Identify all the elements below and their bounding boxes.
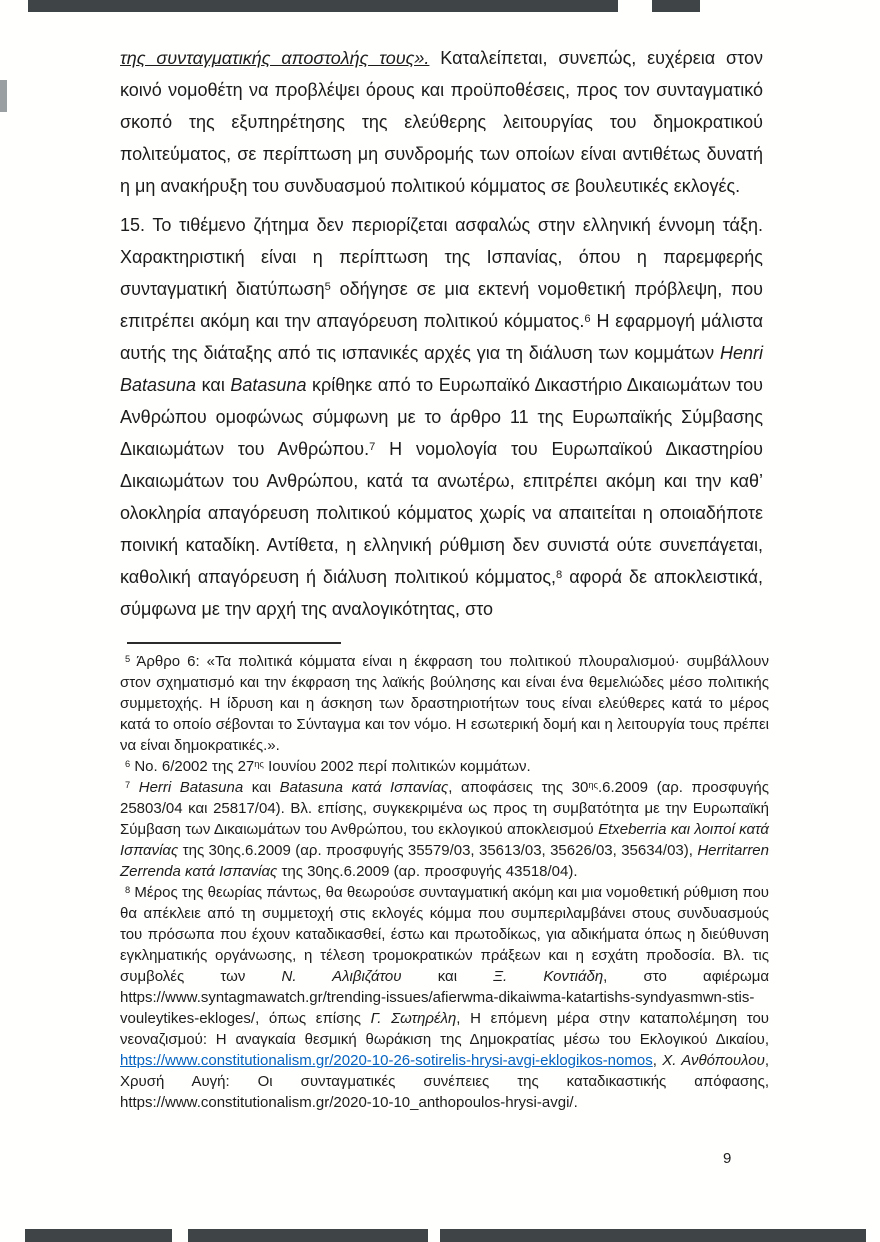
- footnote-separator: [127, 642, 341, 644]
- page-number: 9: [723, 1150, 732, 1167]
- text-run: Η νομολογία του Ευρωπαϊκού Δικαστηρίου Δικαιωμάτων του Ανθρώπου, κατά τα ανωτέρω, επιτρέπει ακόμη και την καθ’ ολοκληρία απαγόρευση πολιτικού κόμματος χωρίς να απαιτείται η οποιαδήποτε ποινική καταδίκη. Αντίθετα, η ελληνική ρύθμιση δεν συνιστά ούτε συνεπάγεται, καθολική απαγόρευση ή διάλυση πολιτικού κόμματος,: [120, 439, 763, 587]
- text-run: Ιουνίου 2002 περί πολιτικών κομμάτων.: [263, 758, 531, 775]
- text-run: ης: [588, 779, 598, 790]
- body-text: [120, 42, 763, 625]
- footnote-marker: 5: [125, 653, 131, 664]
- text-run: αφορά δε αποκλειστικά, σύμφωνα με την αρχή της αναλογικότητας, στο: [120, 567, 764, 619]
- text-run: Ν. Αλιβιζάτου: [281, 968, 402, 985]
- text-run: 8: [556, 568, 563, 581]
- text-run: Batasuna κατά Ισπανίας: [279, 779, 449, 796]
- text-run: Γ. Σωτηρέλη: [370, 1010, 457, 1027]
- text-run: Ξ. Κοντιάδη: [493, 968, 604, 985]
- body-paragraph: [120, 42, 763, 202]
- text-run: Καταλείπεται, συνεπώς, ευχέρεια στον κοινό νομοθέτη να προβλέψει όρους και προϋποθέσεις, προς τον συνταγματικό σκοπό της εξυπηρέτησης της ελεύθερης λειτουργίας του δημοκρατικού πολιτεύματος, σε περίπτωση μη συνδρομής των οποίων είναι αντιθέτως δυνατή η μη ανακήρυξη του συνδυασμού πολιτικού κόμματος σε βουλευτικές εκλογές.: [120, 48, 764, 196]
- text-run: Νο. 6/2002 της 27: [134, 758, 255, 775]
- text-run: και: [243, 779, 280, 796]
- text-run: 5: [324, 280, 331, 293]
- text-run: και: [401, 968, 494, 985]
- text-run: Μέρος της θεωρίας πάντως, θα θεωρούσε συνταγματική ακόμη και μια νομοθετική ρύθμιση που θα απέκλειε από τη συμμετοχή στις εκλογές κόμμα που συμπεριλαμβάνει στους συνδυασμούς του πρόσωπα που έχουν καταδικασθεί, έστω και πρωτοδίκως, για αδικήματα όπως η διεύθυνση εγκληματικής οργάνωσης, η τέλεση τρομοκρατικών πράξεων και η εσχάτη προδοσία. Βλ. τις συμβολές των: [120, 884, 769, 985]
- text-run: , αποφάσεις της 30: [448, 779, 589, 796]
- text-run: Herritarren Zerrenda κατά Ισπανίας: [120, 842, 769, 880]
- footnote: [120, 651, 769, 756]
- text-run: Henri Batasuna: [120, 343, 763, 395]
- scan-artifact-top-left: [28, 0, 618, 12]
- footnote: [120, 756, 769, 777]
- text-run: της συνταγματικής αποστολής τους».: [120, 48, 430, 68]
- footnote: [120, 882, 769, 1113]
- scan-artifact-top-right: [652, 0, 700, 12]
- footnote: [120, 777, 769, 882]
- text-run: Herri Batasuna: [138, 779, 244, 796]
- footnote-marker: 6: [125, 758, 131, 769]
- text-run: Χ. Ανθόπουλου: [662, 1052, 765, 1069]
- text-run: κρίθηκε από το Ευρωπαϊκό Δικαστήριο Δικαιωμάτων του Ανθρώπου ομοφώνως σύμφωνη με το άρθρο 11 της Ευρωπαϊκής Σύμβασης Δικαιωμάτων του Ανθρώπου.: [120, 375, 764, 459]
- text-run: , Η επόμενη μέρα στην καταπολέμηση του νεοναζισμού: Η αναγκαία θεσμική θωράκιση της Δημοκρατίας μέσω του Εκλογικού Δικαίου,: [120, 1010, 769, 1048]
- text-run: Η εφαρμογή μάλιστα αυτής της διάταξης από τις ισπανικές αρχές για τη διάλυση των κομμάτων: [120, 311, 763, 363]
- footnote-marker: 8: [125, 884, 131, 895]
- scan-artifact-left-edge: [0, 80, 7, 112]
- text-run: , στο αφιέρωμα https://www.syntagmawatch.gr/trending-issues/afierwma-dikaiwma-katartishs-syndyasmwn-stis-vouleytikes-ekloges/, όπως επίσης: [120, 968, 770, 1027]
- text-run: Άρθρο 6: «Τα πολιτικά κόμματα είναι η έκφραση του πολιτικού πλουραλισμού· συμβάλλουν στον σχηματισμό και την έκφραση της λαϊκής βούλησης και είναι ένα θεμελιώδες μέσο πολιτικής συμμετοχής. Η ίδρυση και η άσκηση των δραστηριοτήτων τους είναι ελεύθερες κατά το μέρος κατά το οποίο σέβονται το Σύνταγμα και τον νόμο. Η εσωτερική δομή και η λειτουργία τους πρέπει να είναι δημοκρατικές.».: [120, 653, 769, 754]
- text-run: 6: [584, 312, 591, 325]
- body-paragraph: [120, 209, 763, 625]
- hyperlink[interactable]: https://www.constitutionalism.gr/2020-10-26-sotirelis-hrysi-avgi-eklogikos-nomos: [120, 1052, 653, 1069]
- text-run: , Χρυσή Αυγή: Οι συνταγματικές συνέπειες της καταδικαστικής απόφασης, https://www.constitutionalism.gr/2020-10-10_anthopoulos-hrysi-avgi/.: [120, 1052, 769, 1111]
- text-run: .6.2009 (αρ. προσφυγής 25803/04 και 25817/04). Βλ. επίσης, συγκεκριμένα ως προς τη συμβατότητα με την Ευρωπαϊκή Σύμβαση των Δικαιωμάτων του Ανθρώπου, του εκλογικού αποκλεισμού: [120, 779, 769, 838]
- scan-artifact-bottom-3: [440, 1229, 866, 1242]
- text-run: της 30ης.6.2009 (αρ. προσφυγής 35579/03, 35613/03, 35626/03, 35634/03),: [178, 842, 698, 859]
- text-run: και: [196, 375, 231, 395]
- text-run: 7: [369, 440, 376, 453]
- text-run: της 30ης.6.2009 (αρ. προσφυγής 43518/04).: [277, 863, 578, 880]
- text-run: ,: [652, 1052, 663, 1069]
- scan-artifact-bottom-2: [188, 1229, 428, 1242]
- text-run: Batasuna: [230, 375, 307, 395]
- footnote-marker: 7: [125, 779, 131, 790]
- footnotes: [120, 651, 769, 1113]
- text-run: Etxeberria και λοιποί κατά Ισπανίας: [120, 821, 769, 859]
- scan-artifact-bottom-1: [25, 1229, 172, 1242]
- text-run: ης: [254, 758, 264, 769]
- text-run: οδήγησε σε μια εκτενή νομοθετική πρόβλεψη, που επιτρέπει ακόμη και την απαγόρευση πολιτικού κόμματος.: [120, 279, 763, 331]
- text-run: 15. Το τιθέμενο ζήτημα δεν περιορίζεται ασφαλώς στην ελληνική έννομη τάξη. Χαρακτηριστική είναι η περίπτωση της Ισπανίας, όπου η παρεμφερής συνταγματική διατύπωση: [120, 215, 763, 299]
